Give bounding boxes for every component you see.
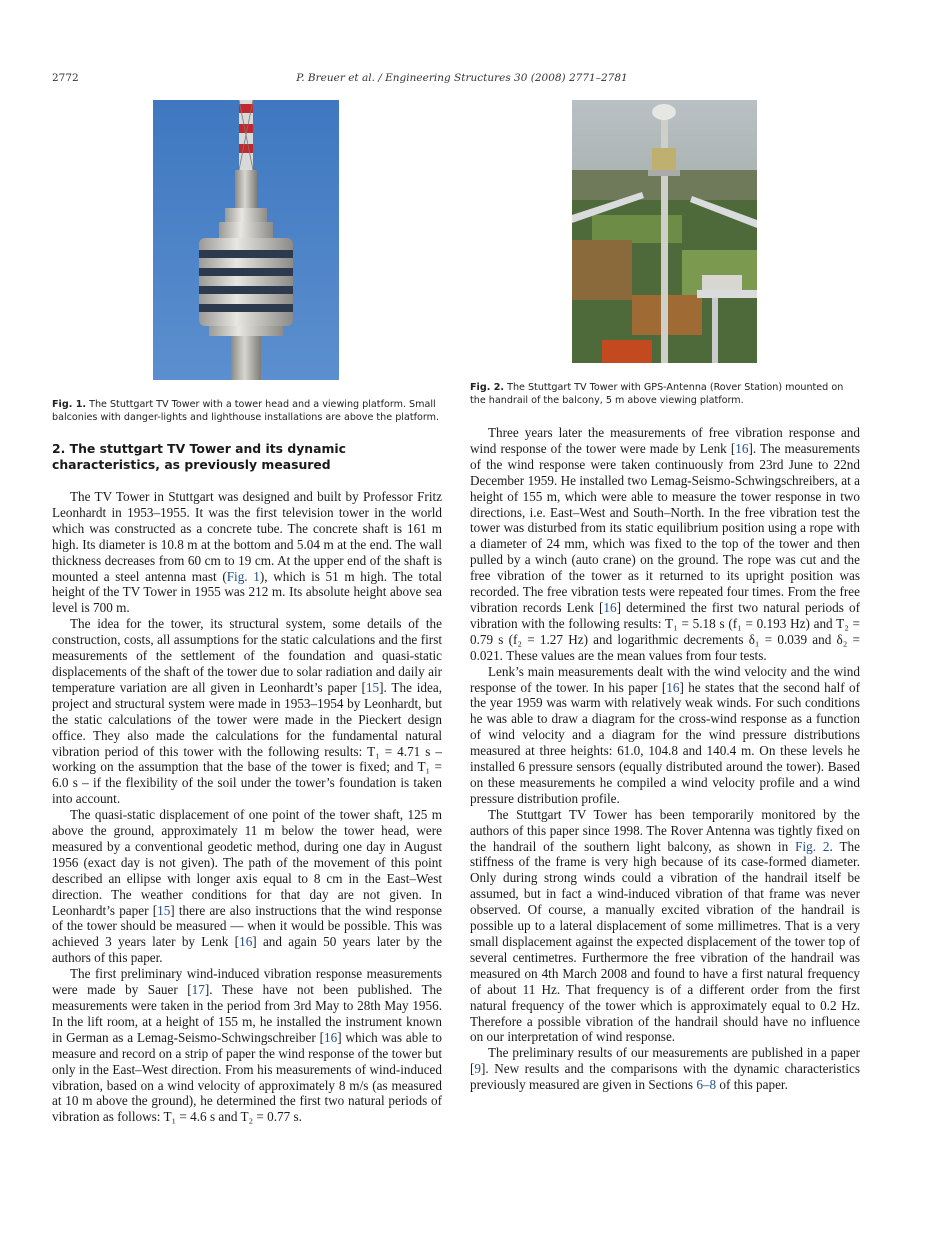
- journal-citation: P. Breuer et al. / Engineering Structures 30 (2008) 2771–2781: [296, 72, 628, 84]
- page-number: 2772: [52, 72, 79, 84]
- left-paragraph-3: The quasi-static displacement of one point of the tower shaft, 125 m above the ground, approximately 11 m below the tower head, were measured by a conventional geodetic method, during one day in August 1956 (exact day is not given). The path of the movement of this point described an ellipse with longer axis equal to 8 cm in the East–West direction. The weather conditions for that day are not given. In Leonhardt’s paper [15] there are also instructions that the wind response of the tower should be measured — when it would be possible. This was achieved 3 years later by Lenk [16] and again 50 years later by the authors of this paper.: [52, 807, 442, 966]
- figure-2-label: Fig. 2.: [470, 382, 505, 393]
- figure-1-image: [153, 100, 339, 380]
- left-column: [52, 441, 442, 1125]
- figure-1-caption-text: The Stuttgart TV Tower with a tower head and a viewing platform. Small balconies with danger-lights and lighthouse installations are above the platform.: [52, 399, 440, 423]
- left-paragraph-4: The first preliminary wind-induced vibration response measurements were made by Sauer [17]. These have not been published. The measurements were taken in the period from 3rd May to 28th May 1956. In the lift room, at a height of 155 m, he installed the instrument known in German as a Lemag-Seismo-Schwingschreiber [16] which was able to measure and record on a strip of paper the wind response of the tower but only in the East–West direction. From his measurements of wind-induced vibration, based on a wind velocity of approximately 8 m/s (as measured at 10 m above the ground), he determined the first two natural periods of vibration as follows: T₁ = 4.6 s and T₂ = 0.77 s.: [52, 966, 442, 1125]
- right-paragraph-3: The Stuttgart TV Tower has been temporarily monitored by the authors of this paper since 1998. The Rover Antenna was tightly fixed on the handrail of the southern light balcony, as shown in Fig. 2. The stiffness of the frame is very high because of its case-formed diameter. Only during strong winds could a vibration of the handrail itself be assumed, but in fact a wind-induced vibration of that frame was never observed. Of course, a manually excited vibration of the handrail is possible up to a lateral displacement of some millimetres. That is a very small displacement against the expected displacement of the tower top of several centimetres. Furthermore the free vibration of the handrail was measured on 4th March 2008 and found to have a first natural frequency of about 11 Hz. That frequency is of a different order from the first natural frequency of the tower which is approximately equal to 0.2 Hz. Therefore a possible vibration of the handrail should have no influence on our interpretation of wind response.: [470, 806, 860, 1045]
- reference-link[interactable]: 16: [603, 599, 617, 615]
- reference-link[interactable]: 16: [239, 934, 253, 950]
- right-column: [470, 425, 860, 1093]
- figure-2-image: [572, 100, 757, 363]
- right-paragraph-4: The preliminary results of our measurements are published in a paper [9]. New results and the comparisons with the dynamic characteristics previously measured are given in Sections 6–8 of this paper.: [470, 1045, 860, 1093]
- left-paragraph-1: The TV Tower in Stuttgart was designed and built by Professor Fritz Leonhardt in 1953–1955. It was the first television tower in the world which was constructed as a concrete tube. The concrete shaft is 161 m high. Its diameter is 10.8 m at the bottom and 5.04 m at the end. The wall thickness decreases from 60 cm to 19 cm. At the upper end of the shaft is mounted a steel antenna mast (Fig. 1), which is 51 m high. The total height of the TV Tower in 1955 was 212 m. Its absolute height above sea level is 700 m.: [52, 489, 442, 616]
- figure-2-link[interactable]: Fig. 2: [795, 838, 830, 854]
- sections-link[interactable]: 6–8: [696, 1077, 717, 1093]
- reference-link[interactable]: 17: [191, 982, 205, 998]
- left-paragraph-2: The idea for the tower, its structural system, some details of the construction, costs, all assumptions for the static calculations and the first measurements of the settlement of the foundation and quasi-static displacements of the shaft of the tower due to solar radiation and daily air temperature variation are all given in Leonhardt’s paper [15]. The idea, project and structural system were made in 1953–1954 by Leonhardt, but the static calculations of the tower were made in the Pieckert design office. They also made the calculations for the fundamental natural vibration period of this tower with the following results: T₁ = 4.71 s – working on the assumption that the base of the tower is fixed; and T₁ = 6.0 s – if the flexibility of the soil under the tower’s foundation is taken into account.: [52, 616, 443, 807]
- reference-link[interactable]: 16: [324, 1029, 338, 1045]
- running-head: [52, 72, 872, 88]
- figure-1-link[interactable]: Fig. 1: [226, 568, 260, 584]
- tv-tower-photo: [153, 100, 339, 380]
- reference-link[interactable]: 16: [735, 440, 749, 456]
- reference-link[interactable]: 9: [474, 1061, 481, 1077]
- gps-antenna-photo: [572, 100, 757, 363]
- figure-1-label: Fig. 1.: [52, 399, 87, 410]
- right-paragraph-1: Three years later the measurements of free vibration response and wind response of the tower were made by Lenk [16]. The measurements of the wind response were taken continuously from 23rd June to 22nd December 1959. He installed two Lemag-Seismo-Schwingschreibers, at a height of 155 m, which were able to measure the tower response in two directions, i.e. East–West and South–North. In the free vibration test the tower was disturbed from its static equilibrium position using a rope with a diameter of 24 mm, which was fixed to the top of the tower and then pulled by a winch (auto crane) on the ground. The rope was cut and the free vibration of the tower as it returned to its upright position was recorded. The free vibration tests were repeated four times. From the free vibration records Lenk [16] determined the first two natural periods of vibration with the following results: T₁ = 5.18 s (f₁ = 0.193 Hz) and T₂ = 0.79 s (f₂ = 1.27 Hz) and logarithmic decrements δ₁ = 0.039 and δ₂ = 0.021. These values are the mean values from four tests.: [470, 425, 860, 663]
- right-paragraph-2: Lenk’s main measurements dealt with the wind velocity and the wind response of the tower. In his paper [16] he states that the second half of the year 1959 was warm with relatively weak winds. For such conditions he was able to draw a diagram for the cross-wind response as a function of wind velocity and a diagram for the wind pressure distributions measured at three heights: 61.0, 104.8 and 140.4 m. On these levels he installed 6 pressure sensors (equally distributed around the tower). Based on these measurements he compiled a wind velocity profile and a wind pressure distribution profile.: [470, 663, 860, 806]
- reference-link[interactable]: 15: [365, 679, 380, 695]
- figure-1-caption: [52, 398, 444, 424]
- figure-2-caption: [470, 381, 862, 407]
- figure-2-caption-text: The Stuttgart TV Tower with GPS-Antenna (Rover Station) mounted on the handrail of the balcony, 5 m above viewing platform.: [470, 382, 844, 406]
- reference-link[interactable]: 16: [666, 679, 680, 695]
- reference-link[interactable]: 15: [157, 902, 171, 918]
- section-heading: 2. The stuttgart TV Tower and its dynamic characteristics, as previously measured: [52, 441, 346, 472]
